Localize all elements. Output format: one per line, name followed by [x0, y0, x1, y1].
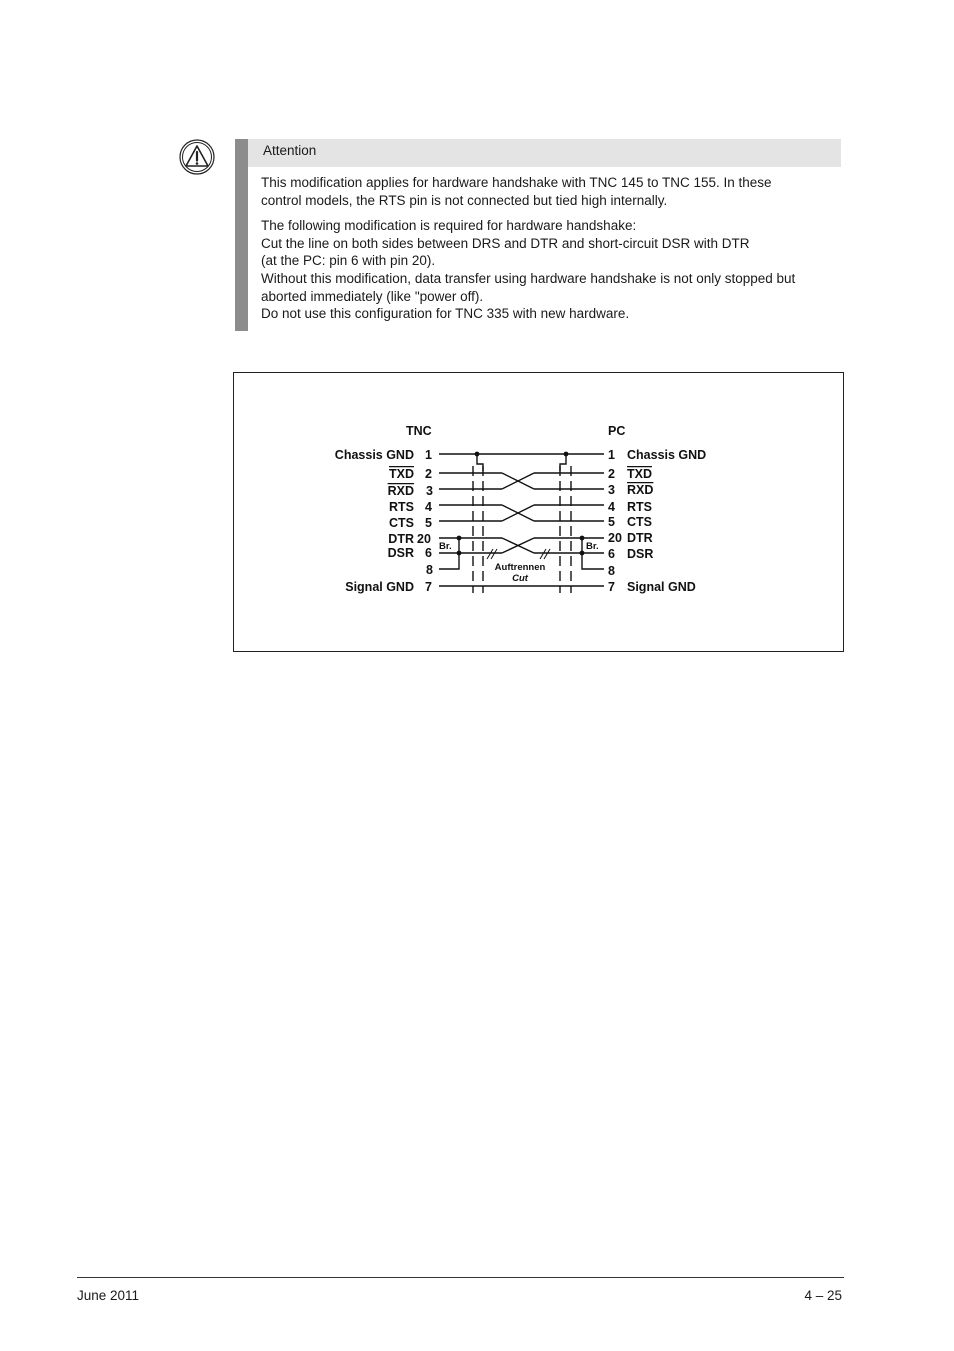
left-pin: 8	[426, 563, 433, 577]
warning-icon	[179, 139, 215, 175]
attention-body	[261, 174, 843, 331]
cut-label-de: Auftrennen	[494, 562, 546, 573]
wiring-diagram	[233, 372, 844, 652]
left-label-rts: RTS	[389, 500, 414, 514]
text-line: Cut the line on both sides between DRS and DTR and short-circuit DSR with DTR	[261, 235, 750, 251]
left-pin: 20	[417, 532, 431, 546]
tnc-title: TNC	[406, 424, 432, 438]
right-label-rts: RTS	[627, 500, 652, 514]
pc-title: PC	[608, 424, 626, 438]
left-pin: 2	[425, 467, 432, 481]
right-pin: 2	[608, 467, 615, 481]
left-pin: 4	[425, 500, 432, 514]
left-label-chassis-gnd: Chassis GND	[334, 448, 414, 462]
right-pin: 20	[608, 531, 622, 545]
right-label-signal-gnd: Signal GND	[627, 580, 696, 594]
right-pin: 5	[608, 515, 615, 529]
text-line: Do not use this configuration for TNC 335 with new hardware.	[261, 306, 630, 322]
left-label-signal-gnd: Signal GND	[345, 580, 414, 594]
attention-paragraph-1	[261, 174, 843, 209]
left-label-cts: CTS	[389, 516, 414, 530]
cut-label-en: Cut	[512, 573, 528, 584]
right-pin: 1	[608, 448, 615, 462]
text-line: control models, the RTS pin is not connected but tied high internally.	[261, 192, 668, 208]
left-label-txd: TXD	[389, 467, 414, 481]
right-pin: 3	[608, 483, 615, 497]
text-line: aborted immediately (like "power off).	[261, 288, 484, 304]
attention-bar	[235, 139, 248, 331]
right-label-cts: CTS	[627, 515, 652, 529]
left-pin: 7	[425, 580, 432, 594]
left-label-rxd: RXD	[387, 484, 414, 498]
attention-paragraph-2	[261, 217, 843, 323]
text-line: (at the PC: pin 6 with pin 20).	[261, 253, 436, 269]
left-pin: 3	[426, 484, 433, 498]
right-label-chassis-gnd: Chassis GND	[627, 448, 707, 462]
right-pin: 4	[608, 500, 615, 514]
left-pin: 5	[425, 516, 432, 530]
text-line: Without this modification, data transfer using hardware handshake is not only stopped but	[261, 270, 796, 286]
footer-page-number: 4 – 25	[804, 1288, 842, 1303]
footer-rule	[77, 1277, 844, 1278]
right-label-rxd: RXD	[627, 483, 654, 497]
left-pin: 1	[425, 448, 432, 462]
bridge-label-left: Br.	[439, 541, 452, 552]
left-pin: 6	[425, 546, 432, 560]
right-pin: 8	[608, 564, 615, 578]
left-label-dtr: DTR	[388, 532, 414, 546]
right-label-dtr: DTR	[627, 531, 653, 545]
attention-heading: Attention	[248, 139, 841, 167]
left-label-dsr: DSR	[387, 546, 414, 560]
right-pin: 7	[608, 580, 615, 594]
right-label-dsr: DSR	[627, 547, 654, 561]
right-pin: 6	[608, 547, 615, 561]
bridge-label-right: Br.	[586, 541, 599, 552]
text-line: This modification applies for hardware handshake with TNC 145 to TNC 155. In these	[261, 175, 772, 190]
text-line: The following modification is required for hardware handshake:	[261, 218, 637, 234]
footer-date: June 2011	[77, 1288, 140, 1303]
right-label-txd: TXD	[627, 467, 652, 481]
